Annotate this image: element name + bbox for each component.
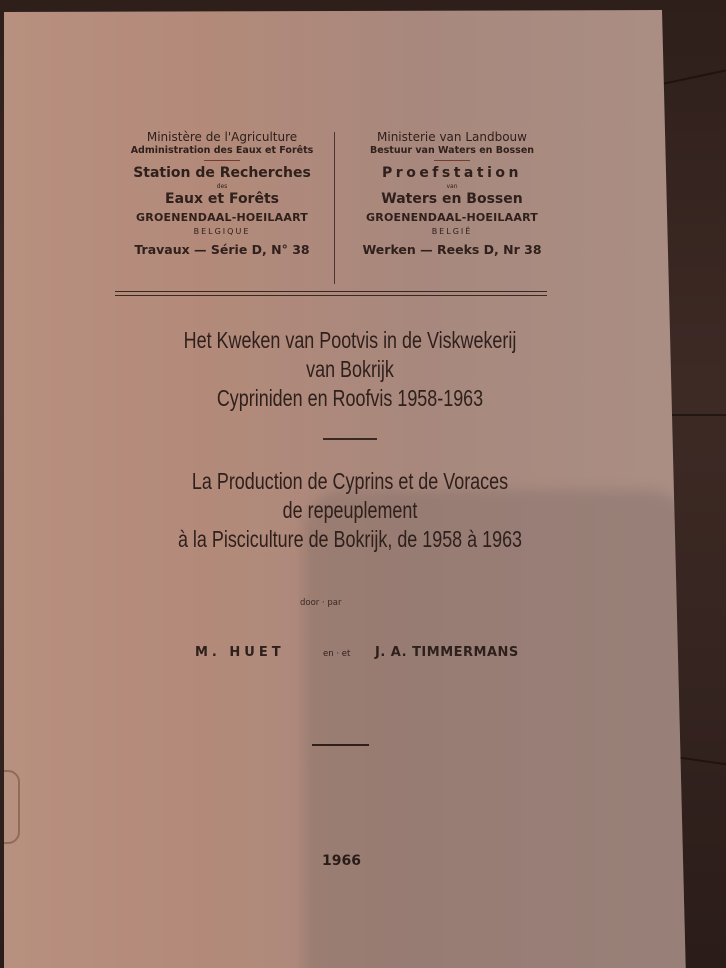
country-fr: BELGIQUE <box>193 227 251 236</box>
series-nl: Werken — Reeks D, Nr 38 <box>362 242 542 257</box>
administration-nl: Bestuur van Waters en Bossen <box>369 145 535 156</box>
location-fr: GROENENDAAL-HOEILAART <box>136 211 308 224</box>
title-separator <box>323 438 377 440</box>
column-divider <box>334 132 335 284</box>
subject-fr: Eaux et Forêts <box>165 191 279 207</box>
connector-fr: des <box>216 183 228 190</box>
author-timmermans: J. A. TIMMERMANS <box>375 645 519 660</box>
title-fr-line1: La Production de Cyprins et de Voraces <box>191 467 509 494</box>
location-nl: GROENENDAAL-HOEILAART <box>366 211 538 224</box>
short-rule <box>434 160 470 161</box>
ministry-fr: Ministère de l'Agriculture <box>146 130 298 144</box>
ministry-nl: Ministerie van Landbouw <box>377 130 527 144</box>
series-fr: Travaux — Série D, N° 38 <box>134 242 310 257</box>
short-rule <box>204 160 240 161</box>
publication-year: 1966 <box>322 853 361 869</box>
title-nl-line2: van Bokrijk <box>306 356 394 382</box>
shadow <box>304 490 704 968</box>
header-dutch-column <box>342 130 562 259</box>
author-huet: M. HUET <box>195 645 285 660</box>
leather-seam <box>661 69 726 86</box>
header-double-rule <box>115 291 547 296</box>
station-fr: Station de Recherches <box>133 165 311 181</box>
byline: door · par <box>300 598 342 608</box>
leather-seam <box>678 757 726 766</box>
title-block <box>90 326 610 554</box>
station-nl: Proefstation <box>382 165 522 181</box>
country-nl: BELGIË <box>431 227 473 236</box>
bottom-rule <box>312 744 369 746</box>
water-stain <box>4 770 20 844</box>
title-fr-line2: de repeuplement <box>282 496 418 523</box>
title-nl-line3: Cypriniden en Roofvis 1958-1963 <box>216 385 484 411</box>
institution-header <box>112 130 552 290</box>
title-nl-line1: Het Kweken van Pootvis in de Viskwekerij <box>183 327 517 353</box>
title-fr-line3: à la Pisciculture de Bokrijk, de 1958 à 1963 <box>177 525 523 552</box>
subject-nl: Waters en Bossen <box>381 191 523 207</box>
connector-nl: van <box>446 183 458 190</box>
leather-seam <box>668 414 726 416</box>
administration-fr: Administration des Eaux et Forêts <box>130 145 314 156</box>
author-conjunction: en · et <box>323 649 351 659</box>
header-french-column <box>112 130 332 259</box>
